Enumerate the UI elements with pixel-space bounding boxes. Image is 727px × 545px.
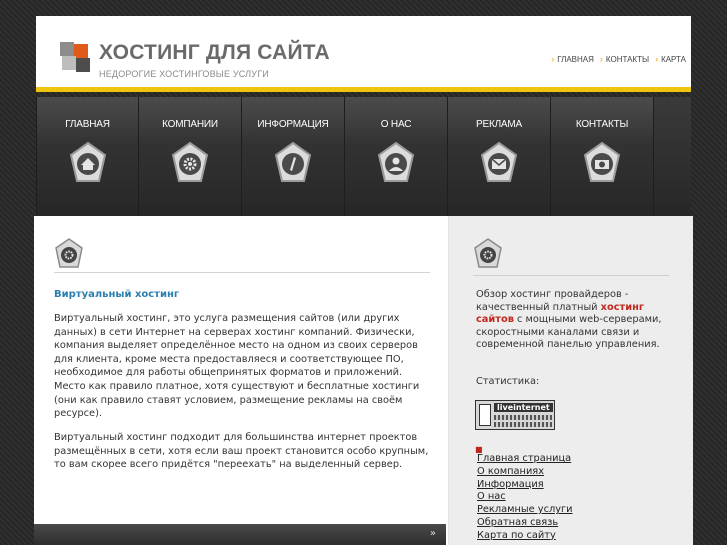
divider xyxy=(54,272,430,273)
list-item xyxy=(475,479,573,492)
nav-item-label: КОМПАНИИ xyxy=(162,119,218,130)
bullet-icon: ■ xyxy=(475,445,483,454)
top-link-label: КАРТА xyxy=(661,54,686,64)
sidebar-description xyxy=(476,289,666,352)
nav-item-about[interactable] xyxy=(345,97,448,216)
list-item xyxy=(475,466,573,479)
hosting-link[interactable]: хостинг сайтов xyxy=(476,301,644,326)
list-item xyxy=(475,504,573,517)
sidebar xyxy=(448,216,693,545)
film-icon xyxy=(54,238,84,270)
info-icon xyxy=(273,141,313,185)
top-link-home[interactable] xyxy=(551,54,594,64)
sidebar-links xyxy=(475,445,573,543)
counter-label: liveinternet xyxy=(494,403,553,412)
sidebar-link-info[interactable]: Информация xyxy=(477,478,544,490)
sidebar-link-companies[interactable]: О компаниях xyxy=(477,465,544,477)
nav-item-label: РЕКЛАМА xyxy=(476,119,522,130)
liveinternet-counter[interactable] xyxy=(475,400,555,430)
mail-icon xyxy=(479,141,519,185)
top-link-contacts[interactable] xyxy=(600,54,649,64)
stats-label: Статистика: xyxy=(476,376,540,387)
sidebar-link-about[interactable]: О нас xyxy=(477,491,506,503)
article-paragraph: Виртуальный хостинг подходит для большинства интернет проектов размещённых в сети, хотя если ваш проект становится особо крупным, то вам скорее всего придётся "переехать" на выделенный сервер. xyxy=(54,432,429,471)
more-icon[interactable]: » xyxy=(429,528,436,539)
article-heading: Виртуальный хостинг xyxy=(54,289,180,300)
page-wrapper xyxy=(15,0,712,545)
gear-icon xyxy=(170,141,210,185)
nav-item-label: ГЛАВНАЯ xyxy=(65,119,110,130)
sidebar-text: Обзор хостинг провайдеров - качественный платный xyxy=(476,289,629,313)
site-header xyxy=(36,16,691,92)
top-link-map[interactable] xyxy=(655,54,686,64)
article-paragraph: Виртуальный хостинг, это услуга размещения сайтов (или других данных) в сети Интернет на серверах хостинг компаний. Физически, компания выделяет определённое место на одном из своих серверов для клиента, кроме места предоставляеся и соответствующее ПО, необходимое для работы общепринятых форматов и приложений. Место как правило платное, хотя существуют и бесплатные хостинги (они как правило ставят условием, размещение рекламы на своём ресурсе). xyxy=(54,313,420,420)
home-icon xyxy=(68,141,108,185)
top-links xyxy=(551,54,686,64)
counter-bar xyxy=(494,422,552,427)
nav-item-companies[interactable] xyxy=(139,97,242,216)
user-icon xyxy=(376,141,416,185)
article-footer-bar xyxy=(34,524,446,545)
list-item xyxy=(475,530,573,543)
sidebar-link-sitemap[interactable]: Карта по сайту xyxy=(477,529,556,541)
sidebar-link-home[interactable]: Главная страница xyxy=(477,453,572,464)
list-item xyxy=(475,491,573,504)
nav-item-label: ИНФОРМАЦИЯ xyxy=(257,119,329,130)
film-icon xyxy=(473,238,503,270)
counter-bar xyxy=(494,415,552,420)
counter-icon xyxy=(479,404,491,426)
camera-icon xyxy=(582,141,622,185)
nav-item-label: О НАС xyxy=(380,119,412,130)
divider xyxy=(473,275,669,276)
list-item xyxy=(475,517,573,530)
top-link-label: ГЛАВНАЯ xyxy=(557,54,594,64)
main-column xyxy=(34,216,448,545)
arrow-icon: › xyxy=(599,54,603,64)
nav-item-ads[interactable] xyxy=(448,97,551,216)
sidebar-link-feedback[interactable]: Обратная связь xyxy=(477,516,559,528)
top-link-label: КОНТАКТЫ xyxy=(605,54,650,64)
sidebar-link-ads[interactable]: Рекламные услуги xyxy=(477,504,573,516)
arrow-icon: › xyxy=(655,54,659,64)
nav-item-label: КОНТАКТЫ xyxy=(575,119,629,130)
site-title: ХОСТИНГ ДЛЯ САЙТА xyxy=(99,41,330,64)
nav-item-contacts[interactable] xyxy=(551,97,654,216)
arrow-icon: › xyxy=(551,54,555,64)
logo-icon xyxy=(60,42,94,76)
nav-item-info[interactable] xyxy=(242,97,345,216)
nav-item-home[interactable] xyxy=(36,97,139,216)
content-area xyxy=(34,216,693,545)
list-item xyxy=(475,445,573,466)
sidebar-text: с мощными web-серверами, скоростными каналами связи и современной панелью управления. xyxy=(476,314,662,351)
main-nav xyxy=(36,97,691,216)
site-subtitle: НЕДОРОГИЕ ХОСТИНГОВЫЕ УСЛУГИ xyxy=(99,69,269,79)
